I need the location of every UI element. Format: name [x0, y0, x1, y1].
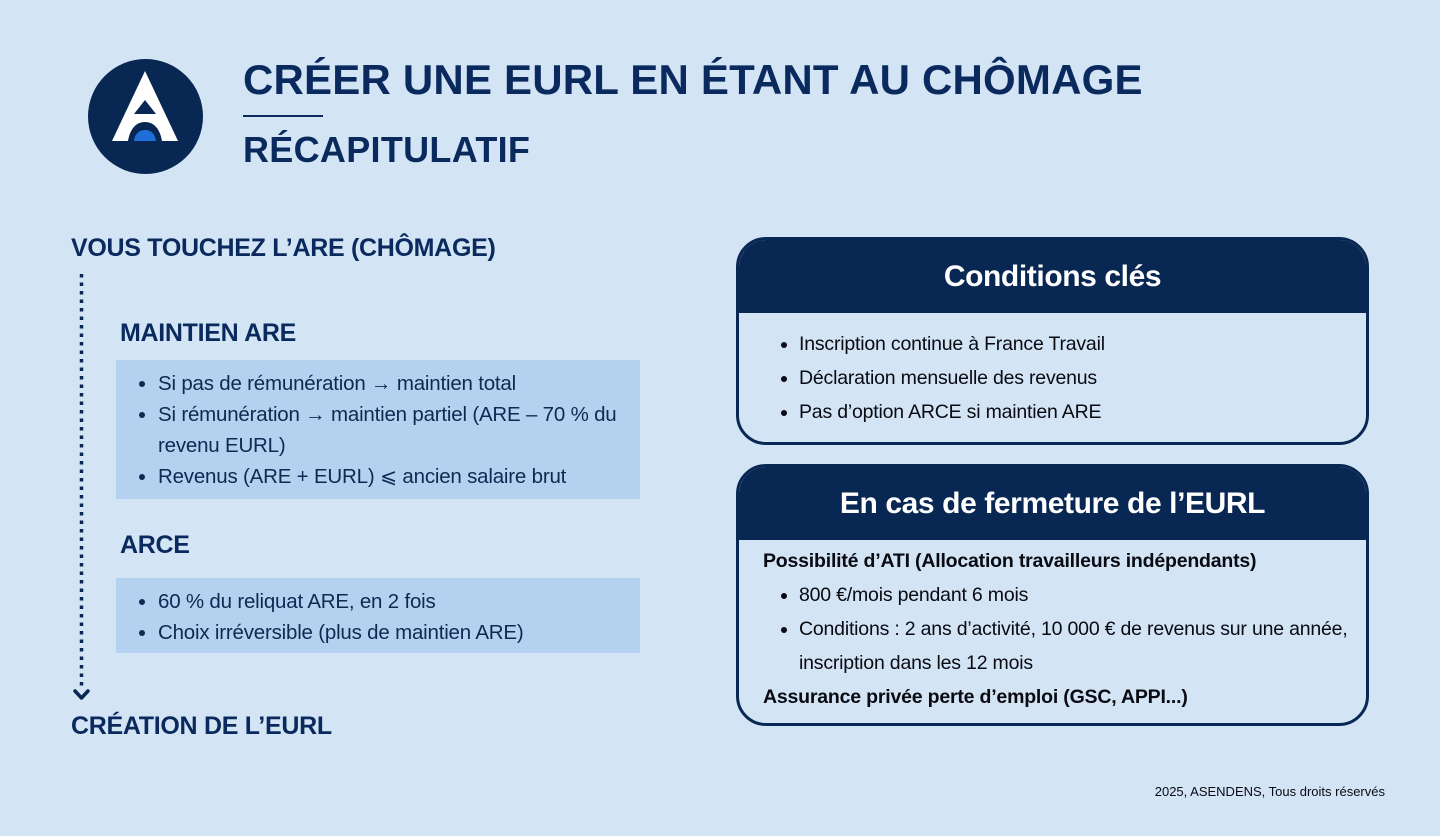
- section-heading-maintien-are: MAINTIEN ARE: [120, 319, 297, 347]
- list-item: • Pas d’option ARCE si maintien ARE: [799, 395, 1366, 429]
- list-item: • 800 €/mois pendant 6 mois: [799, 578, 1366, 612]
- page-subtitle: RÉCAPITULATIF: [243, 129, 531, 170]
- section-box-maintien-are: [116, 360, 640, 499]
- title-divider: [243, 115, 323, 117]
- card-fermeture-eurl: [736, 464, 1369, 726]
- list-item: • Inscription continue à France Travail: [799, 327, 1366, 361]
- list-item: • Conditions : 2 ans d’activité, 10 000 € de revenus sur une année, inscription dans les 12 mois: [799, 612, 1366, 680]
- closure-lead: Possibilité d’ATI (Allocation travailleurs indépendants): [763, 550, 1257, 572]
- list-item: • 60 % du reliquat ARE, en 2 fois: [158, 586, 632, 617]
- section-box-arce: [116, 578, 640, 653]
- list-item: • Si pas de rémunération → maintien total: [158, 368, 632, 399]
- card-title: En cas de fermeture de l’EURL: [739, 467, 1366, 540]
- asendens-logo-icon: [88, 59, 203, 174]
- list-item: • Choix irréversible (plus de maintien ARE): [158, 617, 632, 648]
- page-title: CRÉER UNE EURL EN ÉTANT AU CHÔMAGE: [243, 56, 1143, 103]
- conditions-list: [739, 327, 1366, 429]
- flow-start-label: VOUS TOUCHEZ L’ARE (CHÔMAGE): [71, 234, 496, 262]
- arce-list: [116, 586, 632, 648]
- maintien-are-list: [116, 368, 632, 492]
- list-item: • Revenus (ARE + EURL) ⩽ ancien salaire brut: [158, 461, 632, 492]
- closure-tail: Assurance privée perte d’emploi (GSC, APPI...): [763, 686, 1188, 708]
- list-item: • Si rémunération → maintien partiel (ARE – 70 % du revenu EURL): [158, 399, 632, 461]
- closure-list: [739, 578, 1366, 680]
- footer-copyright: 2025, ASENDENS, Tous droits réservés: [1154, 784, 1385, 799]
- section-heading-arce: ARCE: [120, 531, 190, 559]
- list-item: • Déclaration mensuelle des revenus: [799, 361, 1366, 395]
- card-title: Conditions clés: [739, 240, 1366, 313]
- card-conditions-cles: [736, 237, 1369, 445]
- flow-end-label: CRÉATION DE L’EURL: [71, 712, 332, 740]
- flow-arrow-icon: [72, 270, 92, 706]
